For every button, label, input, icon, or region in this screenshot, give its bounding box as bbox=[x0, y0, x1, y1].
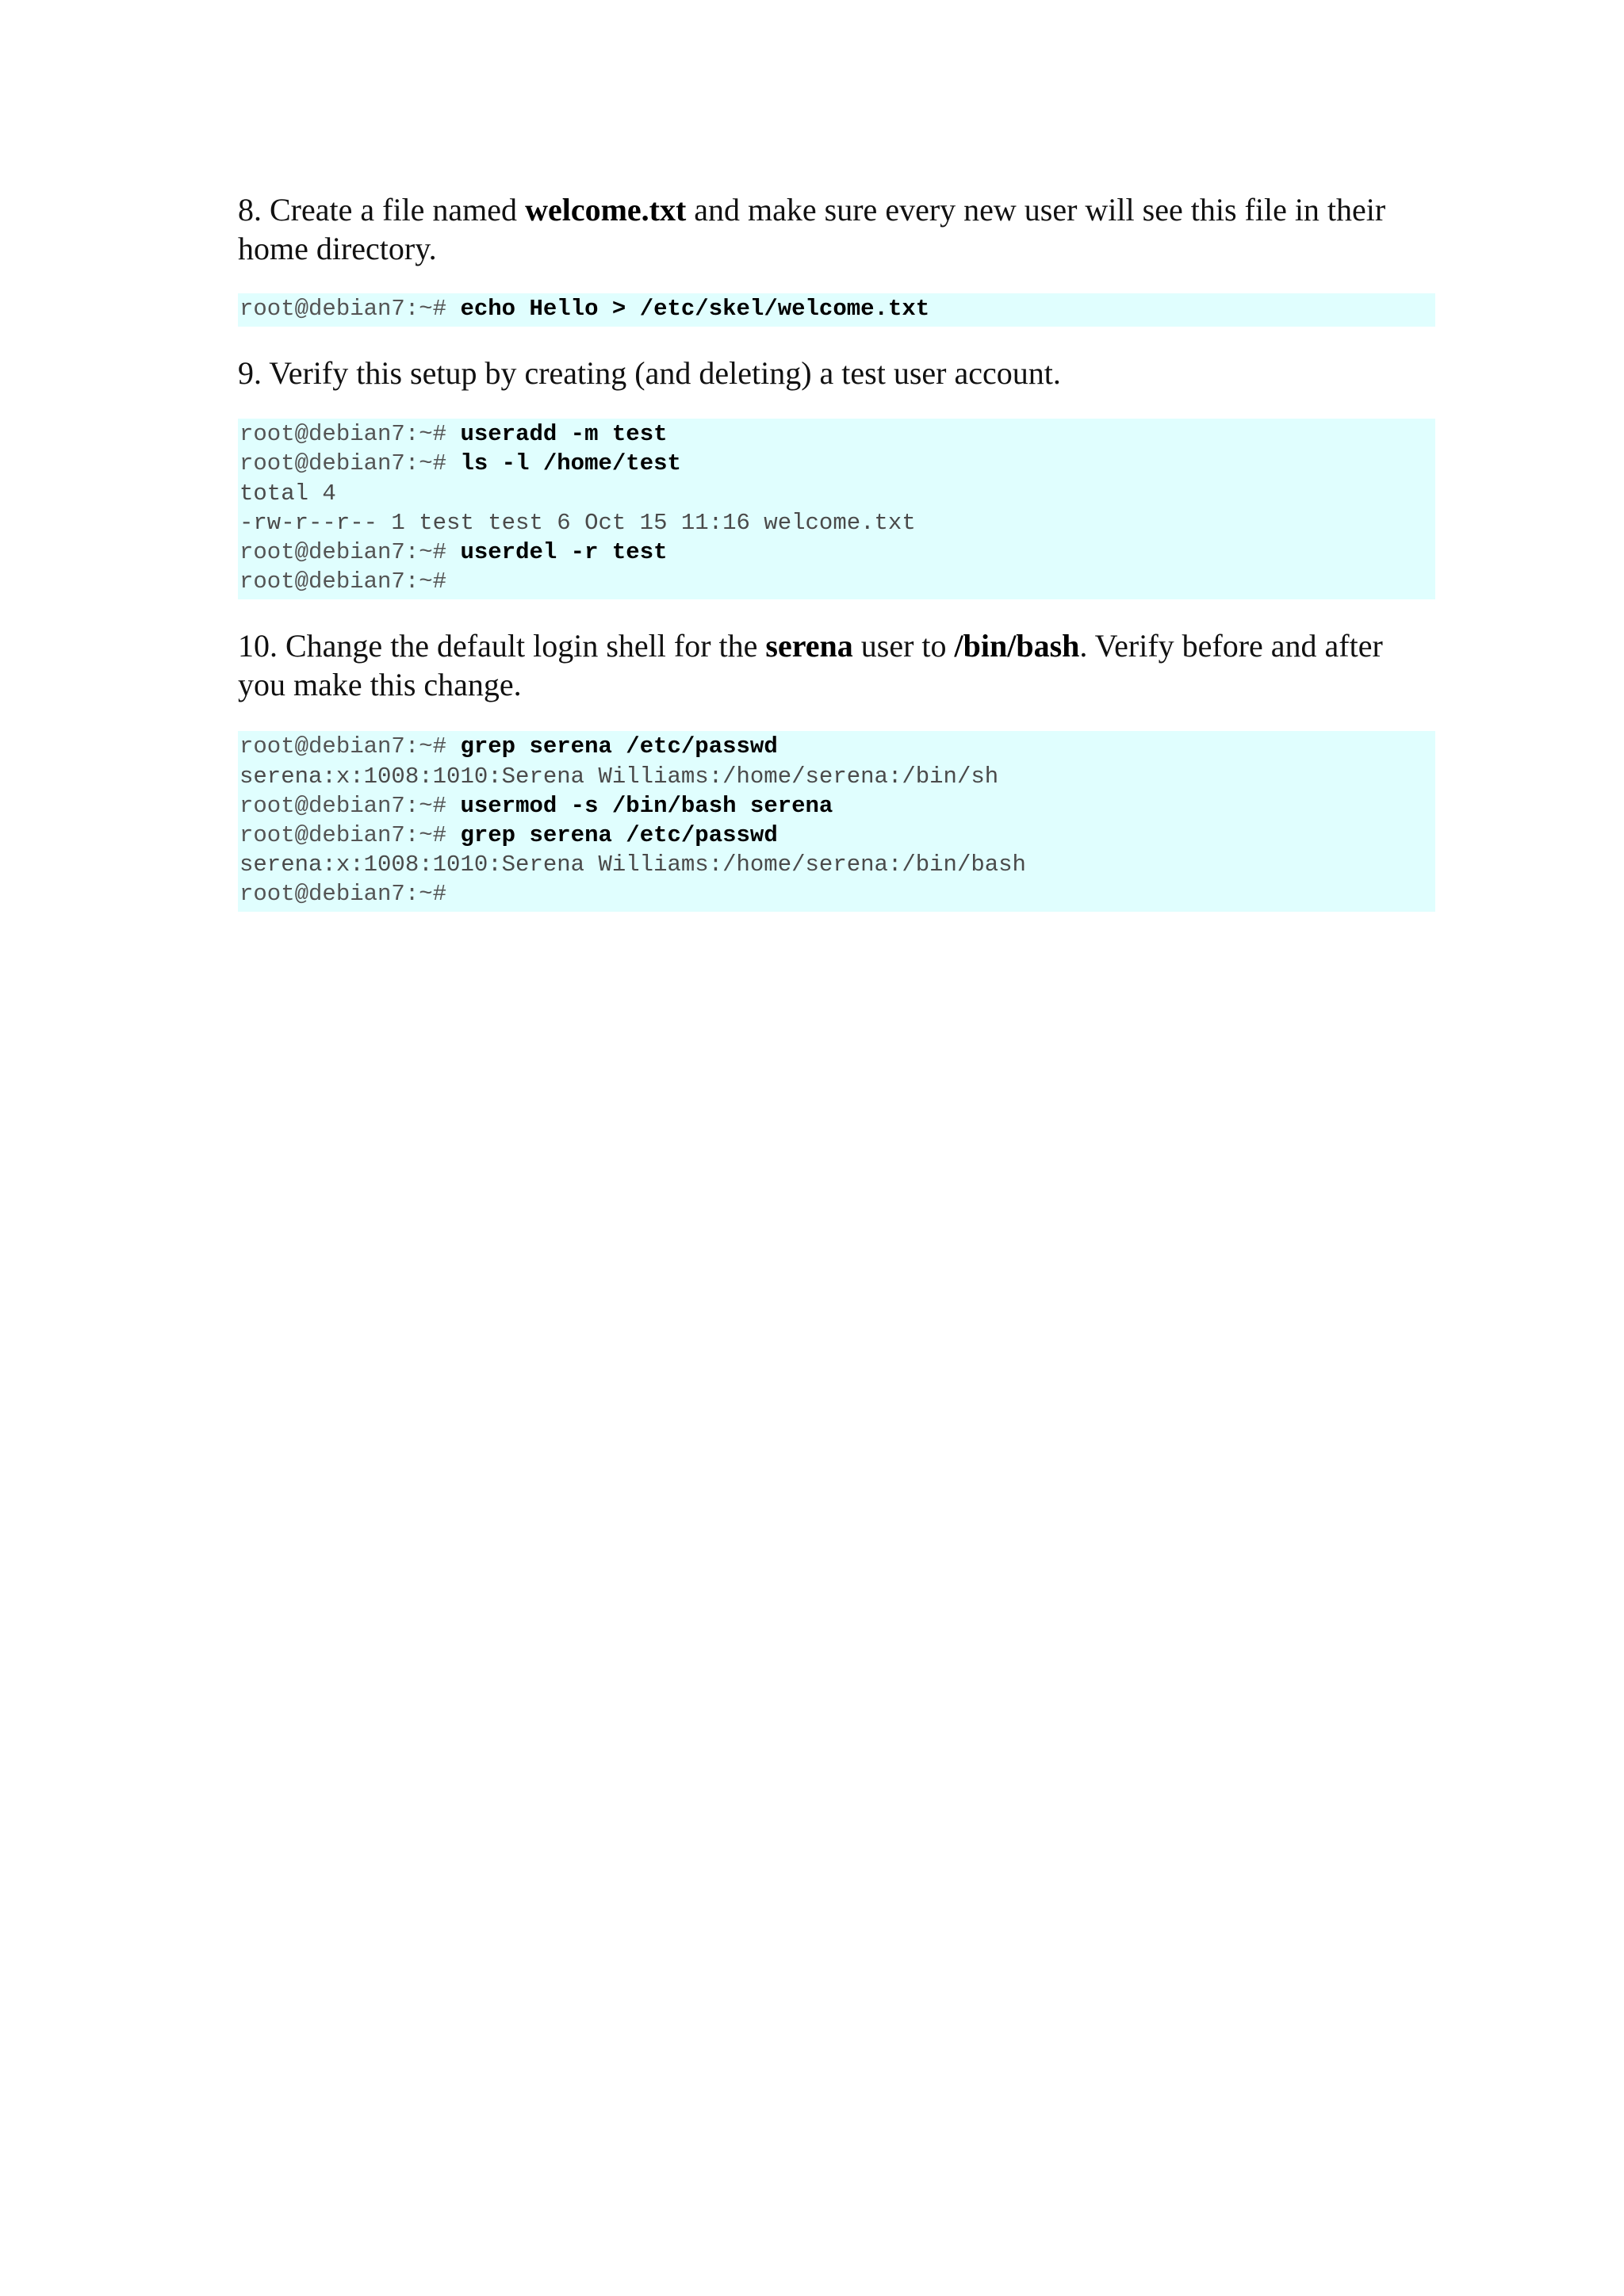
shell-prompt: root@debian7:~# bbox=[239, 733, 461, 760]
code-line bbox=[239, 538, 1435, 567]
shell-command: grep serena /etc/passwd bbox=[460, 733, 778, 760]
shell-prompt: root@debian7:~# bbox=[239, 821, 461, 848]
step-8-text-end: and make sure every new user will see this file in their home directory. bbox=[238, 192, 1386, 266]
shell-command: userdel -r test bbox=[460, 538, 668, 565]
command-output: serena:x:1008:1010:Serena Williams:/home/serena:/bin/bash bbox=[239, 851, 1026, 878]
shell-prompt: root@debian7:~# bbox=[239, 421, 461, 448]
step-10-text-end: . Verify before and after you make this change. bbox=[238, 628, 1383, 703]
code-line bbox=[239, 294, 1435, 323]
code-block-2 bbox=[238, 419, 1435, 599]
step-10-username: serena bbox=[765, 628, 853, 664]
shell-command: echo Hello > /etc/skel/welcome.txt bbox=[460, 296, 930, 322]
step-10-instruction bbox=[238, 626, 1435, 704]
code-line bbox=[239, 791, 1435, 821]
shell-prompt: root@debian7:~# bbox=[239, 538, 461, 565]
code-line bbox=[239, 762, 1435, 791]
shell-command: grep serena /etc/passwd bbox=[460, 821, 778, 848]
step-8-text-start: 8. Create a file named bbox=[238, 192, 526, 228]
page-content bbox=[238, 190, 1435, 912]
code-block-3 bbox=[238, 731, 1435, 912]
step-10-text-mid: user to bbox=[852, 628, 955, 664]
code-line bbox=[239, 479, 1435, 508]
code-line bbox=[239, 449, 1435, 478]
code-line bbox=[239, 879, 1435, 909]
shell-prompt: root@debian7:~# bbox=[239, 450, 461, 477]
shell-prompt: root@debian7:~# bbox=[239, 881, 447, 908]
code-line bbox=[239, 419, 1435, 449]
code-line bbox=[239, 508, 1435, 538]
step-8-instruction bbox=[238, 190, 1435, 268]
command-output: -rw-r--r-- 1 test test 6 Oct 15 11:16 welcome.txt bbox=[239, 509, 916, 536]
shell-command: useradd -m test bbox=[460, 421, 668, 448]
code-line bbox=[239, 850, 1435, 879]
shell-prompt: root@debian7:~# bbox=[239, 296, 461, 322]
shell-command: ls -l /home/test bbox=[460, 450, 681, 477]
shell-prompt: root@debian7:~# bbox=[239, 568, 447, 595]
step-8-filename: welcome.txt bbox=[525, 192, 687, 228]
shell-prompt: root@debian7:~# bbox=[239, 792, 461, 819]
code-line bbox=[239, 821, 1435, 850]
step-10-text-start: 10. Change the default login shell for the bbox=[238, 628, 766, 664]
step-10-shell-path: /bin/bash bbox=[954, 628, 1080, 664]
code-block-1 bbox=[238, 293, 1435, 327]
shell-command: usermod -s /bin/bash serena bbox=[460, 792, 833, 819]
code-line bbox=[239, 567, 1435, 596]
step-9-instruction: 9. Verify this setup by creating (and deleting) a test user account. bbox=[238, 355, 1061, 392]
command-output: total 4 bbox=[239, 480, 336, 507]
command-output: serena:x:1008:1010:Serena Williams:/home/serena:/bin/sh bbox=[239, 763, 999, 790]
code-line bbox=[239, 732, 1435, 761]
